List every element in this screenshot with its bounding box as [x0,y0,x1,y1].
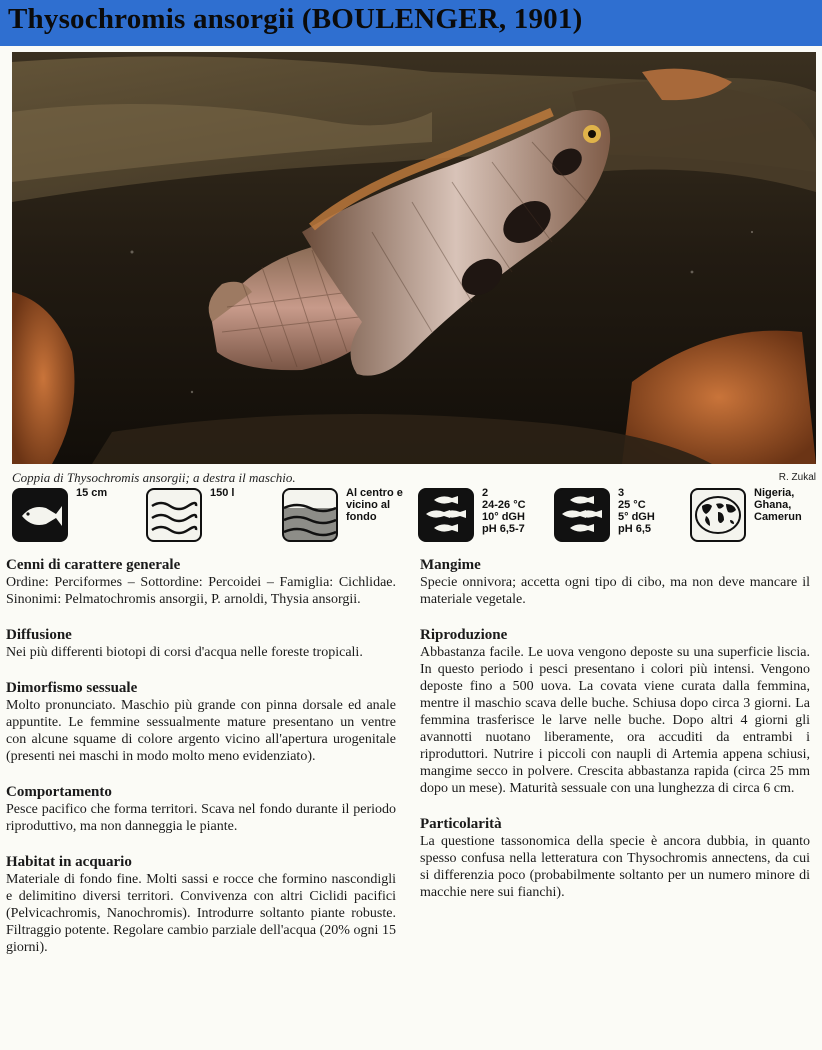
fish-pair-illustration [12,52,816,464]
world-map-label: Nigeria, Ghana, Camerun [754,487,802,523]
tank-volume-label: 150 l [210,487,235,499]
section-distribution [6,626,396,661]
tank-volume-icon [146,488,202,542]
keeping-conditions-label: 2 24-26 °C 10° dGH pH 6,5-7 [482,487,526,535]
section-text: Ordine: Perciformes – Sottordine: Percoidei – Famiglia: Cichlidae. Sinonimi: Pelmatochromis ansorgii, P. arnoldi, Thysia ansorgii. [6,575,396,607]
keeping-conditions-icon [418,488,474,542]
section-heading: Riproduzione [420,627,508,643]
section-text: Materiale di fondo fine. Molti sassi e rocce che formino nascondigli e delimitino diversi territori. Convivenza con altri Ciclidi pacifici (Pelvicachromis, Nanochromis). Introdurre soltanto piante robuste. Filtraggio potente. Regolare cambio parziale dell'acqua (20% ogni 15 giorni). [6,872,396,955]
photo-caption: Coppia di Thysochromis ansorgii; a destra il maschio. [12,470,296,485]
section-heading: Comportamento [6,784,112,800]
swim-zone-label: Al centro e vicino al fondo [346,487,403,523]
section-habitat [6,853,396,956]
section-heading: Diffusione [6,627,72,643]
section-heading: Cenni di carattere generale [6,557,181,573]
aquarium-photo [12,52,816,464]
fish-size-icon [12,488,68,542]
swim-zone-icon [282,488,338,542]
section-general [6,556,396,608]
section-text: Nei più differenti biotopi di corsi d'acqua nelle foreste tropicali. [6,645,363,660]
left-column [6,556,396,974]
section-food [420,556,810,608]
photo-credit: R. Zukal [778,472,816,483]
section-dimorphism [6,679,396,765]
section-text: La questione tassonomica della specie è ancora dubbia, in quanto spesso confusa nella letteratura con Thysochromis annectens, da cui si differenzia poco (probabilmente soltanto per un numero minore di macchie nere sui fianchi). [420,834,810,900]
title-banner [0,0,822,46]
section-reproduction [420,626,810,797]
section-heading: Mangime [420,557,481,573]
species-icons [12,486,818,548]
section-text: Pesce pacifico che forma territori. Scava nel fondo durante il periodo riproduttivo, ma non danneggia le piante. [6,802,396,834]
section-heading: Habitat in acquario [6,854,132,870]
section-behavior [6,783,396,835]
section-notes [420,815,810,901]
section-heading: Dimorfismo sessuale [6,680,138,696]
right-column [420,556,810,919]
section-text: Abbastanza facile. Le uova vengono deposte su una superficie liscia. In questo periodo i pesci presentano i colori più intensi. Vengono deposte fino a 500 uova. La covata viene curata dalla femmina, mentre il maschio scava delle buche. Schiusa dopo circa 3 giorni. La femmina trasferisce le larve nelle buche. Dopo altri 4 giorni gli avannotti nuotano liberamente, ora accuditi da entrambi i riproduttori. Nutrire i piccoli con naupli di Artemia appena schiusi, mangime secco in polvere. Crescita abbastanza rapida (circa 25 mm dopo un mese). Maturità sessuale con una lunghezza di circa 6 cm. [420,645,810,796]
section-text: Specie onnivora; accetta ogni tipo di cibo, ma non deve mancare il materiale vegetale. [420,575,810,607]
section-text: Molto pronunciato. Maschio più grande con pinna dorsale ed anale appuntite. Le femmine sessualmente mature presentano un ventre con alcune squame di colore argento vicino all'apertura urogenitale (presenti nei maschi in modo molto meno evidenziato). [6,698,396,764]
world-map-icon [690,488,746,542]
fish-size-label: 15 cm [76,487,108,499]
breeding-conditions-label: 3 25 °C 5° dGH pH 6,5 [618,487,655,535]
section-heading: Particolarità [420,816,502,832]
breeding-conditions-icon [554,488,610,542]
page-title: Thysochromis ansorgii (BOULENGER, 1901) [8,3,583,35]
